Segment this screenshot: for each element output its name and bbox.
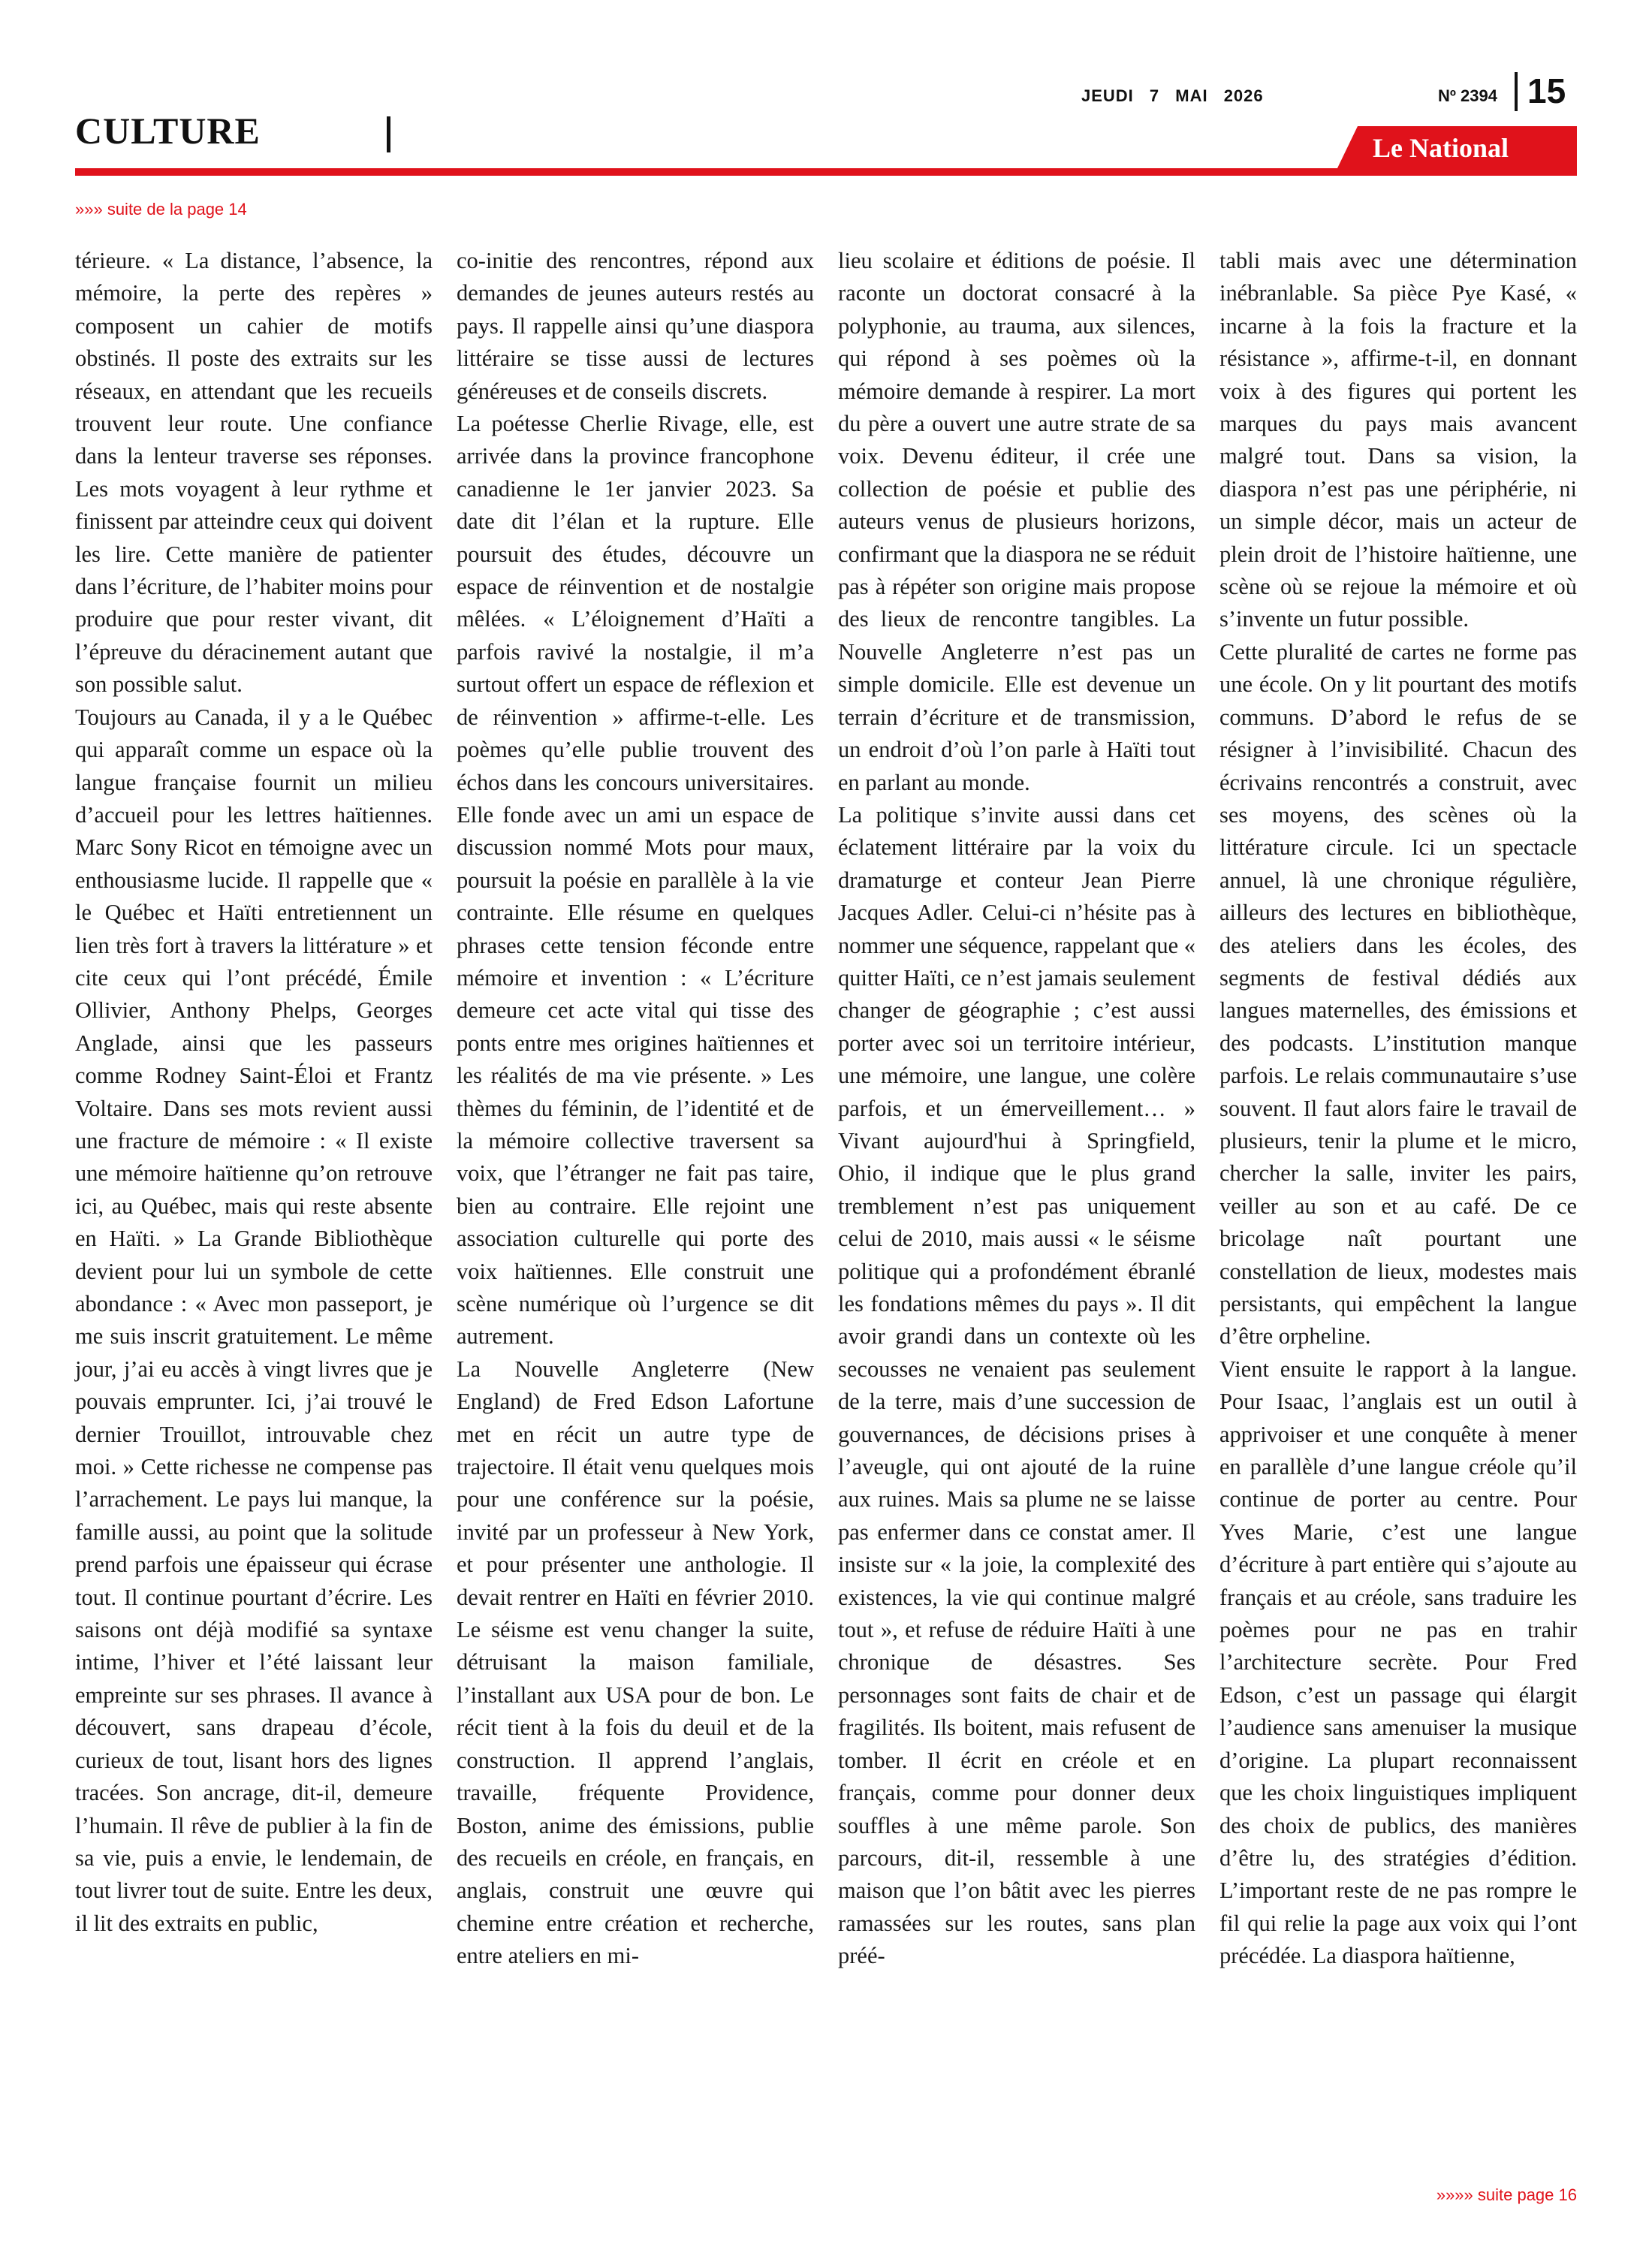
- article-column-3: [838, 245, 1195, 1973]
- paragraph: Vient ensuite le rapport à la langue. Pour Isaac, l’anglais est un outil à apprivoiser et une conquête à mener en parallèle d’une langue créole qu’il continue de porter au centre. Pour Yves Marie, c’est une langue d’écriture à part entière qui s’ajoute au français et au créole, sans traduire les poèmes pour ne pas en trahir l’architecture secrète. Pour Fred Edson, c’est un passage qui élargit l’audience sans amenuiser la musique d’origine. La plupart reconnaissent que les choix linguistiques impliquent des choix de publics, des manières d’être lu, des stratégies d’édition. L’important reste de ne pas rompre le fil qui relie la page aux voix qui l’ont précédée. La diaspora haïtienne,: [1219, 1356, 1577, 1969]
- paragraph: Toujours au Canada, il y a le Québec qui apparaît comme un espace où la langue française fournit un milieu d’accueil pour les lettres haïtiennes. Marc Sony Ricot en témoigne avec un enthousiasme lucide. Il rappelle que « le Québec et Haïti entretiennent un lien très fort à travers la littérature » et cite ceux qui l’ont précédé, Émile Ollivier, Anthony Phelps, Georges Anglade, ainsi que les passeurs comme Rodney Saint-Éloi et Frantz Voltaire. Dans ses mots revient aussi une fracture de mémoire : « Il existe une mémoire haïtienne qu’on retrouve ici, au Québec, mais qui reste absente en Haïti. » La Grande Bibliothèque devient pour lui un symbole de cette abondance : « Avec mon passeport, je me suis inscrit gratuitement. Le même jour, j’ai eu accès à vingt livres que je pouvais emprunter. Ici, j’ai trouvé le dernier Trouillot, introuvable chez moi. » Cette richesse ne compense pas l’arrachement. Le pays lui manque, la famille aussi, au point que la solitude prend parfois une épaisseur qui écrase tout. Il continue pourtant d’écrire. Les saisons ont déjà modifié sa syntaxe intime, l’hiver et l’été laissant leur empreinte sur ses phrases. Il avance à découvert, sans drapeau d’école, curieux de tout, lisant hors des lignes tracées. Son ancrage, dit-il, demeure l’humain. Il rêve de publier à la fin de sa vie, puis a envie, le lendemain, de tout livrer tout de suite. Entre les deux, il lit des extraits en public,: [75, 704, 433, 1936]
- newspaper-name: Le National: [1373, 133, 1509, 163]
- header-rule: [75, 168, 1577, 176]
- paragraph: Cette pluralité de cartes ne forme pas une école. On y lit pourtant des motifs communs. D’abord le refus de se résigner à l’invisibilité. Chacun des écrivains rencontrés a construit, avec ses moyens, des scènes où la littérature circule. Ici un spectacle annuel, là une chronique régulière, ailleurs des lectures en bibliothèque, des ateliers dans les écoles, des segments de festival dédiés aux langues maternelles, des émissions et des podcasts. L’institution manque parfois. Le relais communautaire s’use souvent. Il faut alors faire le travail de plusieurs, tenir la plume et le micro, chercher la salle, inviter les pairs, veiller au son et au café. De ce bricolage naît pourtant une constellation de lieux, modestes mais persistants, qui empêchent la langue d’être orpheline.: [1219, 638, 1577, 1350]
- paragraph: tabli mais avec une détermination inébranlable. Sa pièce Pye Kasé, « incarne à la fois la fracture et la résistance », affirme-t-il, en donnant voix à des figures qui portent les marques du pays mais avancent malgré tout. Dans sa vision, la diaspora n’est pas une périphérie, ni un simple décor, mais un acteur de plein droit de l’histoire haïtienne, une scène où se rejoue la mémoire et où s’invente un futur possible.: [1219, 248, 1577, 632]
- continued-from-link[interactable]: »»» suite de la page 14: [75, 200, 247, 219]
- continued-to-link[interactable]: »»»» suite page 16: [1436, 2185, 1577, 2204]
- section-title: CULTURE: [75, 110, 261, 152]
- paragraph: La Nouvelle Angleterre (New England) de Fred Edson Lafortune met en récit un autre type de trajectoire. Il était venu quelques mois pour une conférence sur la poésie, invité par un professeur à New York, et pour présenter une anthologie. Il devait rentrer en Haïti en février 2010. Le séisme est venu changer la suite, détruisant la maison familiale, l’installant aux USA pour de bon. Le récit tient à la fois du deuil et de la construction. Il apprend l’anglais, travaille, fréquente Providence, Boston, anime des émissions, publie des recueils en créole, en français, en anglais, construit une œuvre qui chemine entre création et recherche, entre ateliers en mi-: [457, 1356, 814, 1969]
- paragraph: La poétesse Cherlie Rivage, elle, est arrivée dans la province francophone canadienne le 1er janvier 2023. Sa date dit l’élan et la rupture. Elle poursuit des études, découvre un espace de réinvention et de nostalgie mêlées. « L’éloignement d’Haïti a parfois ravivé la nostalgie, il m’a surtout offert un espace de réflexion et de réinvention » affirme-t-elle. Les poèmes qu’elle publie trouvent des échos dans les concours universitaires. Elle fonde avec un ami un espace de discussion nommé Mots pour maux, poursuit la poésie en parallèle à la vie contrainte. Elle résume en quelques phrases cette tension féconde entre mémoire et invention : « L’écriture demeure cet acte vital qui tisse des ponts entre mes origines haïtiennes et les réalités de ma vie présente. » Les thèmes du féminin, de l’identité et de la mémoire collective traversent sa voix, que l’étranger ne fait pas taire, bien au contraire. Elle rejoint une association culturelle qui porte des voix haïtiennes. Elle construit une scène numérique où l’urgence se dit autrement.: [457, 411, 814, 1350]
- dateline: JEUDI 7 MAI 2026: [1081, 86, 1264, 105]
- title-divider: [387, 116, 390, 152]
- article-column-4: [1219, 245, 1577, 1973]
- paragraph: lieu scolaire et éditions de poésie. Il raconte un doctorat consacré à la polyphonie, au trauma, aux silences, qui répond à ses poèmes où la mémoire demande à respirer. La mort du père a ouvert une autre strate de sa voix. Devenu éditeur, il crée une collection de poésie et publie des auteurs venus de plusieurs horizons, confirmant que la diaspora ne se réduit pas à répéter son origine mais propose des lieux de rencontre tangibles. La Nouvelle Angleterre n’est pas un simple domicile. Elle est devenue un terrain d’écriture et de transmission, un endroit d’où l’on parle à Haïti tout en parlant au monde.: [838, 248, 1195, 795]
- paragraph: La politique s’invite aussi dans cet éclatement littéraire par la voix du dramaturge et conteur Jean Pierre Jacques Adler. Celui-ci n’hésite pas à nommer une séquence, rappelant que « quitter Haïti, ce n’est jamais seulement changer de géographie ; c’est aussi porter avec soi un territoire intérieur, une mémoire, une langue, une colère parfois, et un émerveillement… » Vivant aujourd'hui à Springfield, Ohio, il indique que le plus grand tremblement n’est pas uniquement celui de 2010, mais aussi « le séisme politique qui a profondément ébranlé les fondations mêmes du pays ». Il dit avoir grandi dans un contexte où les secousses ne venaient pas seulement de la terre, mais d’une succession de gouvernances, de décisions prises à l’aveugle, qui ont ajouté de la ruine aux ruines. Mais sa plume ne se laisse pas enfermer dans ce constat amer. Il insiste sur « la joie, la complexité des existences, la vie qui continue malgré tout », et refuse de réduire Haïti à une chronique de désastres. Ses personnages sont faits de chair et de fragilités. Ils boitent, mais refusent de tomber. Il écrit en créole et en français, comme pour donner deux souffles à une même parole. Son parcours, dit-il, ressemble à une maison que l’on bâtit avec les pierres ramassées sur les routes, sans plan préé-: [838, 801, 1195, 1969]
- paragraph: térieure. « La distance, l’absence, la mémoire, la perte des repères » composent un cahier de motifs obstinés. Il poste des extraits sur les réseaux, en attendant que les recueils trouvent leur route. Une confiance dans la lenteur traverse ses réponses. Les mots voyagent à leur rythme et finissent par atteindre ceux qui doivent les lire. Cette manière de patienter dans l’écriture, de l’habiter moins pour produire que pour rester vivant, dit l’épreuve du déracinement autant que son possible salut.: [75, 248, 433, 698]
- page-number-divider: [1515, 72, 1518, 111]
- article-column-2: [457, 245, 814, 1973]
- article-column-1: [75, 245, 433, 1940]
- issue-number: Nº 2394: [1438, 86, 1497, 105]
- paragraph: co-initie des rencontres, répond aux demandes de jeunes auteurs restés au pays. Il rappelle ainsi qu’une diaspora littéraire se tisse aussi de lectures généreuses et de conseils discrets.: [457, 248, 814, 404]
- page-number: 15: [1527, 71, 1566, 110]
